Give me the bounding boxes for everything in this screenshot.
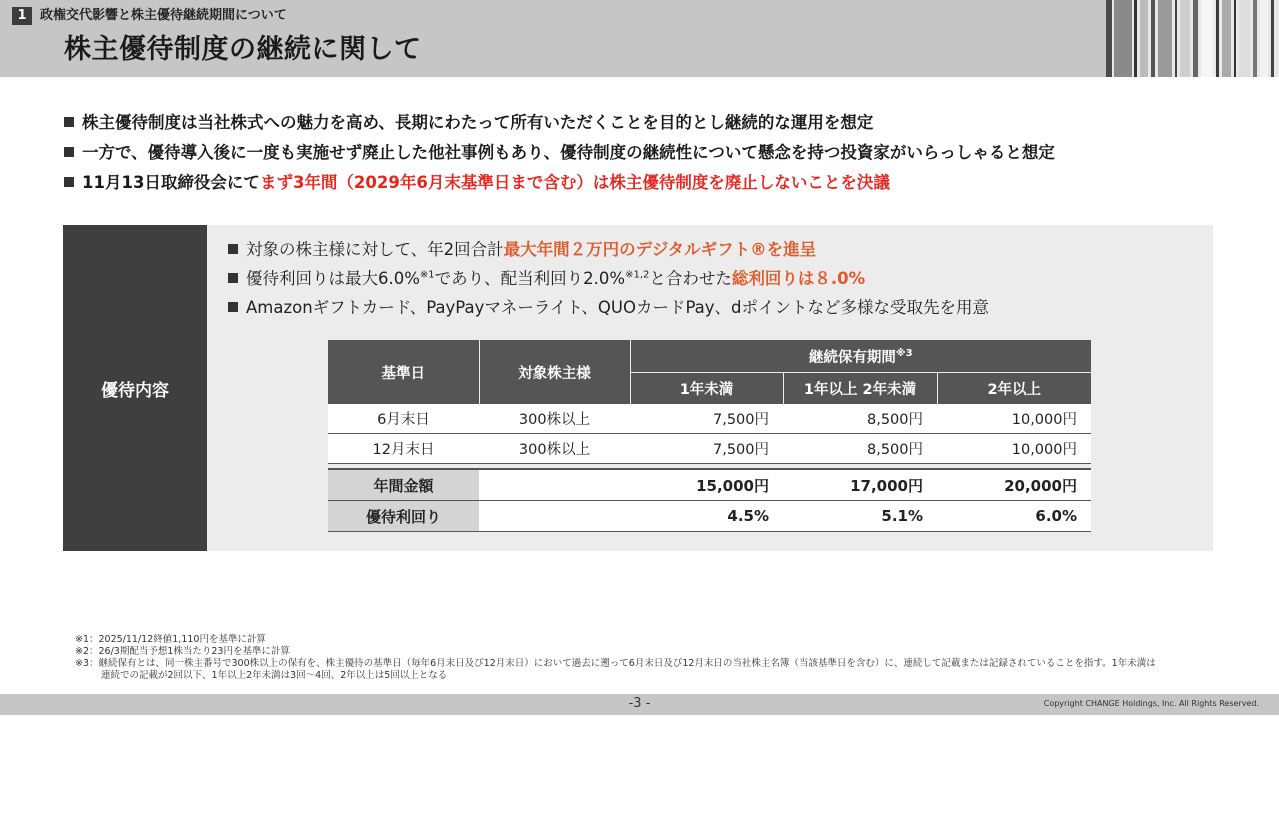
footer-bar	[0, 694, 1279, 715]
footnote: ※2：26/3期配当予想1株当たり23円を基準に計算	[75, 646, 290, 657]
header-period: 継続保有期間$^{※3}$	[630, 340, 1091, 373]
benefit-table	[328, 340, 1091, 532]
benefit-panel	[63, 225, 1213, 551]
header-over-2yr: 2年以上	[937, 373, 1091, 405]
copyright: Copyright CHANGE Holdings, Inc. All Rights Reserved.	[1043, 699, 1259, 708]
decorative-stripes	[1106, 0, 1279, 77]
key-point-resolution: 11月13日取締役会にてまず3年間（2029年6月末基準日まで含む）は株主優待制度を廃止しないことを決議	[64, 168, 1055, 198]
benefit-points	[228, 235, 989, 322]
yield-row: 優待利回り 4.5% 5.1% 6.0%	[328, 501, 1091, 532]
footnote: ※3：継続保有とは、同一株主番号で300株以上の保有を、株主優待の基準日（毎年6月末日及び12月末日）において過去に遡って6月末日及び12月末日の当社株主名簿（当該基準日を含む）に、連続して記載または記録されていることを指す。1年未満は	[75, 658, 1156, 669]
header-base-date: 基準日	[328, 340, 479, 404]
table-row: 12月末日 300株以上 7,500円 8,500円 10,000円	[328, 434, 1091, 464]
page-number: -3 -	[628, 696, 651, 711]
square-bullet-icon	[64, 117, 74, 127]
section-title: 政権交代影響と株主優待継続期間について	[40, 8, 287, 23]
benefit-point: 対象の株主様に対して、年2回合計最大年間２万円のデジタルギフト®を進呈	[228, 235, 989, 264]
square-bullet-icon	[228, 244, 238, 254]
table-row: 6月末日 300株以上 7,500円 8,500円 10,000円	[328, 404, 1091, 434]
square-bullet-icon	[64, 147, 74, 157]
header-under-1yr: 1年未満	[630, 373, 783, 405]
header-bar	[0, 0, 1279, 77]
header-1-2yr: 1年以上 2年未満	[783, 373, 937, 405]
square-bullet-icon	[64, 177, 74, 187]
page-title: 株主優待制度の継続に関して	[64, 34, 422, 65]
header-target: 対象株主様	[479, 340, 630, 404]
annual-total-row: 年間金額 15,000円 17,000円 20,000円	[328, 469, 1091, 501]
benefit-point: Amazonギフトカード、PayPayマネーライト、QUOカードPay、dポイントなど多様な受取先を用意	[228, 293, 989, 322]
square-bullet-icon	[228, 273, 238, 283]
footnotes	[75, 634, 1156, 682]
key-point: 一方で、優待導入後に一度も実施せず廃止した他社事例もあり、優待制度の継続性について懸念を持つ投資家がいらっしゃると想定	[64, 138, 1055, 168]
footnote: ※1：2025/11/12終値1,110円を基準に計算	[75, 634, 266, 645]
key-points	[64, 108, 1055, 198]
square-bullet-icon	[228, 302, 238, 312]
section-number: 1	[12, 7, 32, 25]
benefit-panel-label: 優待内容	[63, 225, 207, 551]
resolution-highlight: まず3年間（2029年6月末基準日まで含む）は株主優待制度を廃止しないことを決議	[259, 173, 890, 192]
benefit-point: 優待利回りは最大6.0%$^{※1}$であり、配当利回り2.0%$^{※1,2}$と合わせた総利回りは８.0%	[228, 264, 989, 293]
key-point: 株主優待制度は当社株式への魅力を高め、長期にわたって所有いただくことを目的とし継続的な運用を想定	[64, 108, 1055, 138]
footnote-continuation: 連続での記載が2回以下、1年以上2年未満は3回～4回、2年以上は5回以上となる	[101, 670, 448, 681]
